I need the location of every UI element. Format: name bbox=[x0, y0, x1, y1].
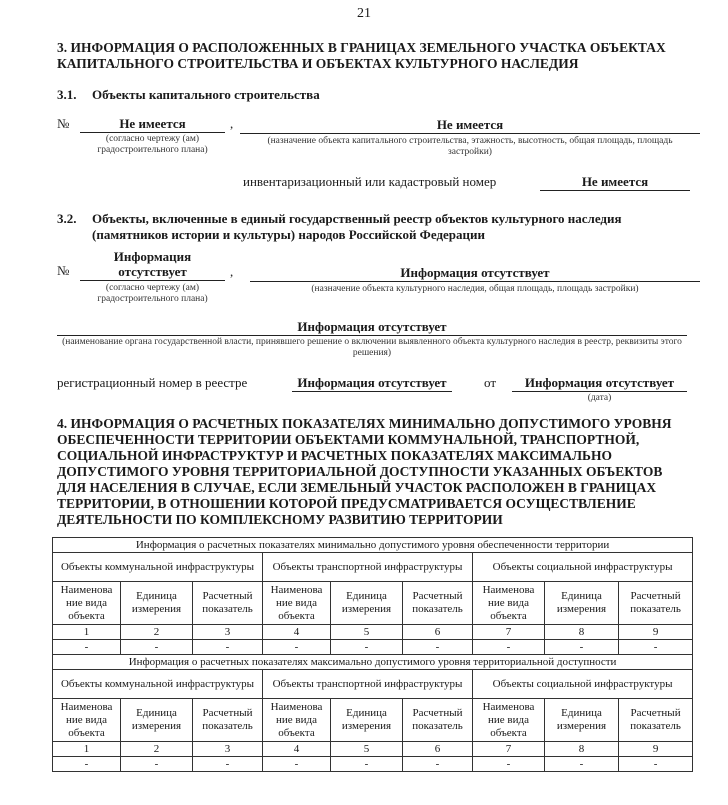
s32-no-sign: № bbox=[57, 263, 70, 278]
table1-col-header: Наименова ние вида объекта bbox=[473, 582, 545, 625]
table1-group-row bbox=[53, 553, 693, 582]
section4-title-line: ТЕРРИТОРИИ, В ОТНОШЕНИИ КОТОРОЙ ПРЕДУСМАТРИВАЕТСЯ ОСУЩЕСТВЛЕНИЕ bbox=[57, 496, 636, 511]
table1-cell: - bbox=[545, 640, 619, 655]
s31-title: Объекты капитального строительства bbox=[92, 87, 320, 102]
s32-date-value: Информация отсутствует bbox=[512, 375, 687, 392]
table1-col-number: 5 bbox=[331, 625, 403, 640]
table1-number-row bbox=[53, 625, 693, 640]
s32-number: 3.2. bbox=[57, 211, 77, 226]
s32-number-caption: (согласно чертежу (ам) градостроительного плана) bbox=[97, 283, 208, 304]
table1-col-number: 6 bbox=[403, 625, 473, 640]
s32-purpose-caption: (назначение объекта культурного наследия, общая площадь, площадь застройки) bbox=[311, 284, 639, 294]
table2-col-number: 1 bbox=[53, 742, 121, 757]
table1-cell: - bbox=[53, 640, 121, 655]
table1-col-header: Единица измерения bbox=[331, 582, 403, 625]
s31-inventory-value: Не имеется bbox=[540, 174, 690, 191]
table1-col-number: 1 bbox=[53, 625, 121, 640]
table1-cell: - bbox=[403, 640, 473, 655]
table1-col-number: 4 bbox=[263, 625, 331, 640]
table2-group-social: Объекты социальной инфраструктуры bbox=[473, 670, 693, 699]
table2-col-number: 7 bbox=[473, 742, 545, 757]
section3-title-line2: КАПИТАЛЬНОГО СТРОИТЕЛЬСТВА И ОБЪЕКТАХ КУЛЬТУРНОГО НАСЛЕДИЯ bbox=[57, 56, 579, 71]
table2-column-row bbox=[53, 699, 693, 742]
s32-title-line1: Объекты, включенные в единый государственный реестр объектов культурного наследия bbox=[92, 211, 622, 226]
table1-cell: - bbox=[263, 640, 331, 655]
table1-col-number: 3 bbox=[193, 625, 263, 640]
s31-number: 3.1. bbox=[57, 87, 77, 102]
table2-col-number: 8 bbox=[545, 742, 619, 757]
table2-number-row bbox=[53, 742, 693, 757]
table2-cell: - bbox=[263, 757, 331, 772]
table1-col-header: Расчетный показатель bbox=[193, 582, 263, 625]
table1-cell: - bbox=[331, 640, 403, 655]
table2-group-transport: Объекты транспортной инфраструктуры bbox=[263, 670, 473, 699]
table2-col-number: 9 bbox=[619, 742, 693, 757]
table2-group-communal: Объекты коммунальной инфраструктуры bbox=[53, 670, 263, 699]
table1-col-header: Наименова ние вида объекта bbox=[263, 582, 331, 625]
table2-caption-row bbox=[53, 655, 693, 670]
table1-column-row bbox=[53, 582, 693, 625]
table2-cell: - bbox=[121, 757, 193, 772]
s32-authority-value: Информация отсутствует bbox=[57, 319, 687, 336]
table2-cell: - bbox=[473, 757, 545, 772]
table1-col-header: Единица измерения bbox=[121, 582, 193, 625]
s31-number-value: Не имеется bbox=[80, 116, 225, 133]
table1-caption: Информация о расчетных показателях минимально допустимого уровня обеспеченности территории bbox=[53, 538, 693, 553]
table1-cell: - bbox=[121, 640, 193, 655]
table2-cell: - bbox=[53, 757, 121, 772]
section4-title-line: СОЦИАЛЬНОЙ ИНФРАСТРУКТУР И РАСЧЕТНЫХ ПОКАЗАТЕЛЯХ МАКСИМАЛЬНО bbox=[57, 448, 612, 463]
s31-number-caption: (согласно чертежу (ам) градостроительного плана) bbox=[97, 134, 208, 155]
table2-col-header: Расчетный показатель bbox=[403, 699, 473, 742]
section4-title-line: 4. ИНФОРМАЦИЯ О РАСЧЕТНЫХ ПОКАЗАТЕЛЯХ МИНИМАЛЬНО ДОПУСТИМОГО УРОВНЯ bbox=[57, 416, 672, 431]
s32-reg-value: Информация отсутствует bbox=[292, 375, 452, 392]
table1-caption-row bbox=[53, 538, 693, 553]
table2-caption: Информация о расчетных показателях максимально допустимого уровня территориальной доступности bbox=[53, 655, 693, 670]
table2-col-header: Наименова ние вида объекта bbox=[473, 699, 545, 742]
s31-purpose-caption: (назначение объекта капитального строительства, этажность, высотность, общая площадь, площадь застройки) bbox=[267, 136, 673, 157]
table2-col-header: Единица измерения bbox=[331, 699, 403, 742]
table2-cell: - bbox=[193, 757, 263, 772]
s32-comma: , bbox=[230, 264, 234, 279]
table1-col-number: 8 bbox=[545, 625, 619, 640]
table2-col-header: Единица измерения bbox=[545, 699, 619, 742]
s31-purpose-value: Не имеется bbox=[240, 117, 700, 134]
section4-title-line: ДЛЯ НАСЕЛЕНИЯ В СЛУЧАЕ, ЕСЛИ ЗЕМЕЛЬНЫЙ УЧАСТОК РАСПОЛОЖЕН В ГРАНИЦАХ bbox=[57, 480, 657, 495]
table2-col-header: Расчетный показатель bbox=[619, 699, 693, 742]
table2-cell: - bbox=[619, 757, 693, 772]
indicators-table bbox=[52, 537, 693, 772]
table1-col-header: Наименова ние вида объекта bbox=[53, 582, 121, 625]
table2-cell: - bbox=[403, 757, 473, 772]
table1-col-number: 9 bbox=[619, 625, 693, 640]
page-number: 21 bbox=[357, 6, 371, 21]
table2-value-row bbox=[53, 757, 693, 772]
table2-cell: - bbox=[545, 757, 619, 772]
s31-inventory-label: инвентаризационный или кадастровый номер bbox=[243, 174, 497, 189]
table2-col-number: 6 bbox=[403, 742, 473, 757]
table1-col-header: Расчетный показатель bbox=[619, 582, 693, 625]
table1-cell: - bbox=[619, 640, 693, 655]
s31-comma: , bbox=[230, 116, 234, 131]
table2-col-header: Наименова ние вида объекта bbox=[53, 699, 121, 742]
table1-group-social: Объекты социальной инфраструктуры bbox=[473, 553, 693, 582]
s32-title-line2: (памятников истории и культуры) народов Российской Федерации bbox=[92, 227, 485, 242]
s32-from-label: от bbox=[484, 375, 497, 390]
table1-col-number: 7 bbox=[473, 625, 545, 640]
table1-group-transport: Объекты транспортной инфраструктуры bbox=[263, 553, 473, 582]
table1-cell: - bbox=[473, 640, 545, 655]
s32-reg-label: регистрационный номер в реестре bbox=[57, 375, 248, 390]
section4-title-line: ДЕЯТЕЛЬНОСТИ ПО КОМПЛЕКСНОМУ РАЗВИТИЮ ТЕРРИТОРИИ bbox=[57, 512, 503, 527]
table1-col-header: Единица измерения bbox=[545, 582, 619, 625]
s32-authority-caption: (наименование органа государственной власти, принявшего решение о включении выявленного объекта культурного наследия в реестр, реквизиты этого решения) bbox=[62, 337, 682, 358]
section4-title-line: ДОПУСТИМОГО УРОВНЯ ТЕРРИТОРИАЛЬНОЙ ДОСТУПНОСТИ УКАЗАННЫХ ОБЪЕКТОВ bbox=[57, 464, 663, 479]
section3-title-line1: 3. ИНФОРМАЦИЯ О РАСПОЛОЖЕННЫХ В ГРАНИЦАХ ЗЕМЕЛЬНОГО УЧАСТКА ОБЪЕКТАХ bbox=[57, 40, 666, 55]
table1-group-communal: Объекты коммунальной инфраструктуры bbox=[53, 553, 263, 582]
section4-title-line: ОБЕСПЕЧЕННОСТИ ТЕРРИТОРИИ ОБЪЕКТАМИ КОММУНАЛЬНОЙ, ТРАНСПОРТНОЙ, bbox=[57, 432, 640, 447]
table2-col-header: Наименова ние вида объекта bbox=[263, 699, 331, 742]
table2-col-number: 3 bbox=[193, 742, 263, 757]
table2-group-row bbox=[53, 670, 693, 699]
s32-purpose-value: Информация отсутствует bbox=[250, 265, 700, 282]
table2-col-number: 4 bbox=[263, 742, 331, 757]
table1-col-number: 2 bbox=[121, 625, 193, 640]
table1-cell: - bbox=[193, 640, 263, 655]
table2-col-header: Расчетный показатель bbox=[193, 699, 263, 742]
table2-col-number: 5 bbox=[331, 742, 403, 757]
s32-number-value-line2: отсутствует bbox=[80, 264, 225, 281]
s32-date-caption: (дата) bbox=[587, 393, 612, 403]
table1-value-row bbox=[53, 640, 693, 655]
s32-number-value-line1: Информация bbox=[113, 249, 192, 264]
table2-col-header: Единица измерения bbox=[121, 699, 193, 742]
table2-col-number: 2 bbox=[121, 742, 193, 757]
s31-no-sign: № bbox=[57, 116, 70, 131]
table2-cell: - bbox=[331, 757, 403, 772]
table1-col-header: Расчетный показатель bbox=[403, 582, 473, 625]
section4-title bbox=[57, 416, 671, 528]
